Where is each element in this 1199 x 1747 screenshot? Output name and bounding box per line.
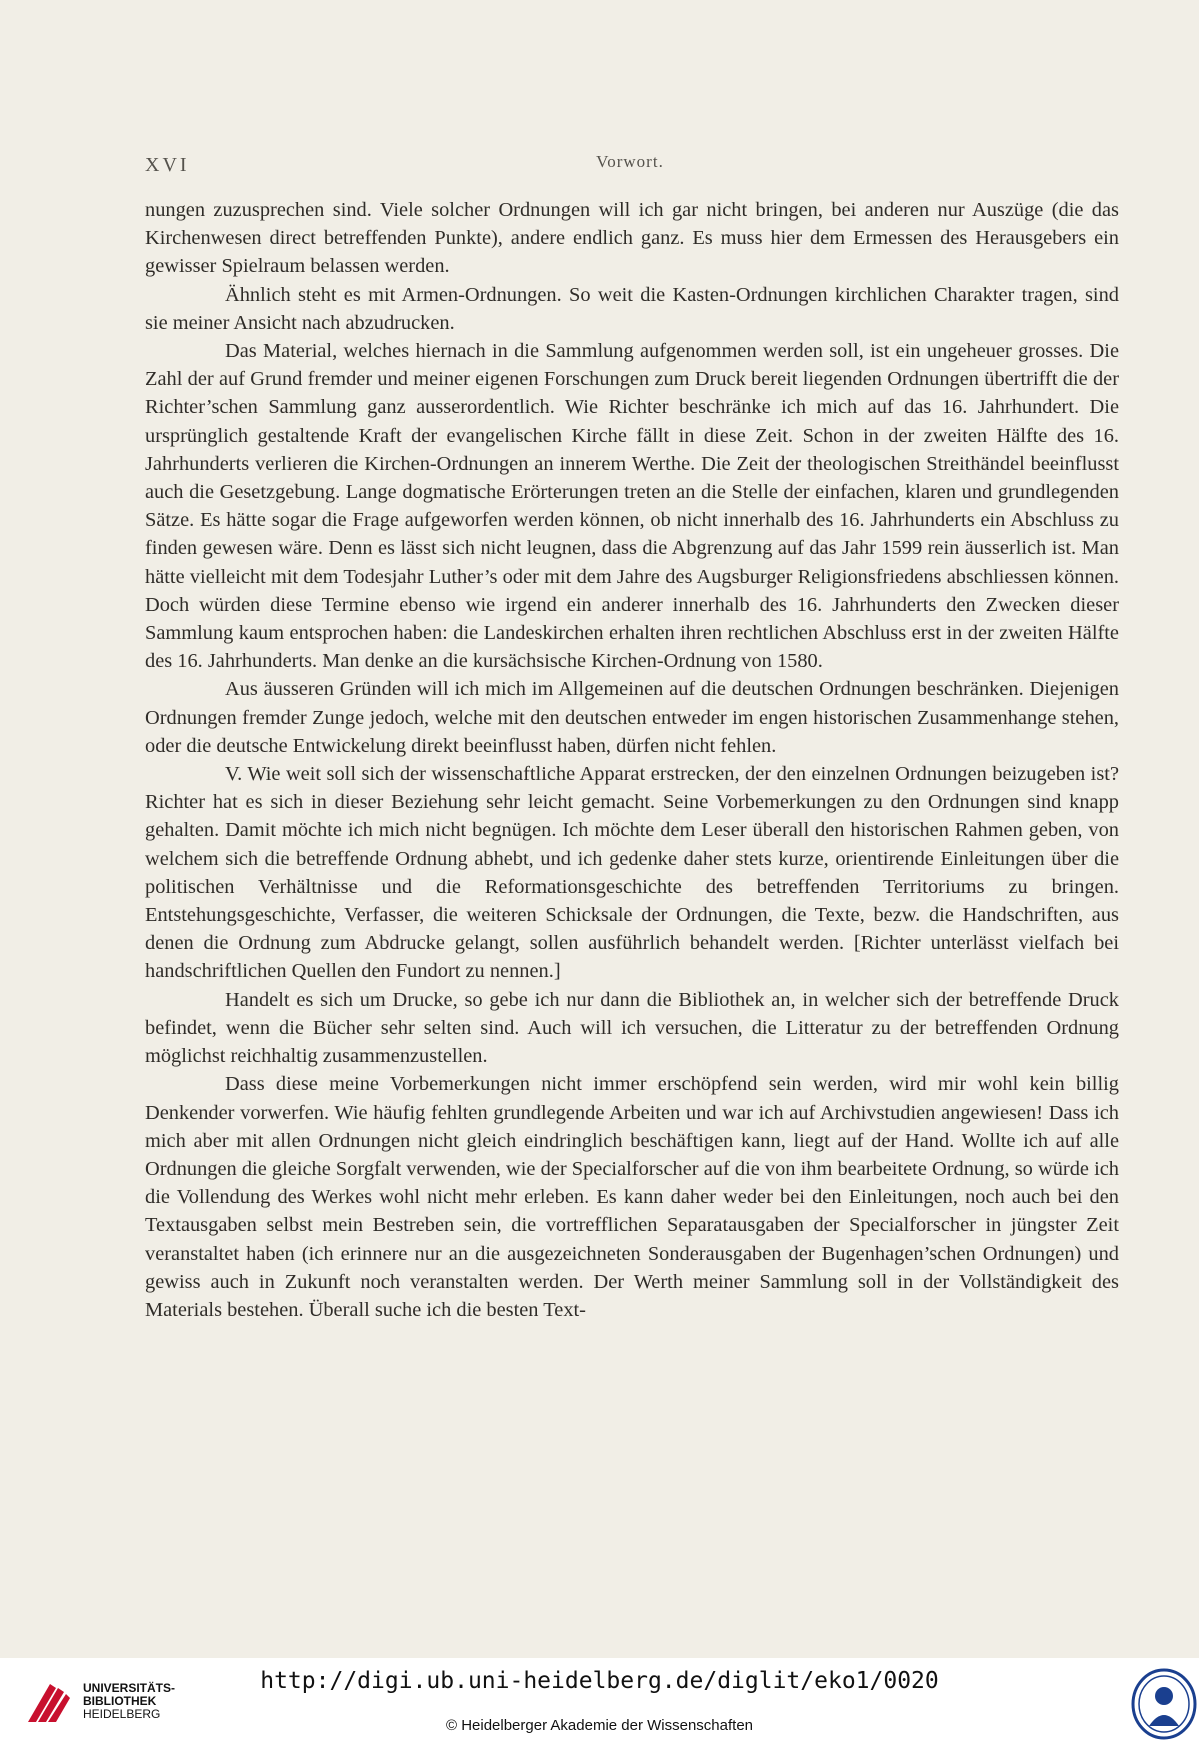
library-name-line: HEIDELBERG: [83, 1707, 161, 1721]
paragraph: Das Material, welches hiernach in die Sammlung aufgenommen werden soll, ist ein ungeheuer grosses. Die Zahl der auf Grund fremder und meiner eigenen Forschungen zum Druck bereit liegenden Ordnungen übertrifft die der Richter’schen Sammlung ganz ausserordentlich. Wie Richter beschränke ich mich auf das 16. Jahrhundert. Die ursprünglich gestaltende Kraft der evangelischen Kirche fällt in diese Zeit. Schon in der zweiten Hälfte des 16. Jahrhunderts verlieren die Kirchen-Ordnungen an innerem Werthe. Die Zeit der theologischen Streithändel beeinflusst auch die Gesetzgebung. Lange dogmatische Erörterungen treten an die Stelle der einfachen, klaren und grundlegenden Sätze. Es hätte sogar die Frage aufgeworfen werden können, ob nicht innerhalb des 16. Jahrhunderts ein Abschluss zu finden gewesen wäre. Denn es lässt sich nicht leugnen, dass die Abgrenzung auf das Jahr 1599 rein äusserlich ist. Man hätte vielleicht mit dem Todesjahr Luther’s oder mit dem Jahre des Augsburger Religionsfriedens abschliessen können. Doch würden diese Termine ebenso wie irgend ein anderer innerhalb des 16. Jahrhunderts den Zwecken dieser Sammlung kaum entsprochen haben: die Landeskirchen erhalten ihren rechtlichen Abschluss erst in der zweiten Hälfte des 16. Jahrhunderts. Man denke an die kursächsische Kirchen-Ordnung von 1580.: [145, 340, 1119, 673]
library-name-line: UNIVERSITÄTS-: [83, 1681, 176, 1695]
paragraph: Dass diese meine Vorbemerkungen nicht immer erschöpfend sein werden, wird mir wohl kein billig Denkender vorwerfen. Wie häufig fehlten grundlegende Arbeiten und war ich auf Archivstudien angewiesen! Dass ich mich aber mit allen Ordnungen nicht gleich eindringlich beschäftigen kann, liegt auf der Hand. Wollte ich auf alle Ordnungen die gleiche Sorgfalt verwenden, wie der Specialforscher auf die von ihm bearbeitete Ordnung, so würde ich die Vollendung des Werkes wohl nicht mehr erleben. Es kann daher weder bei den Einleitungen, noch auch bei den Textausgaben selbst mein Bestreben sein, die vortrefflichen Separatausgaben der Specialforscher in jüngster Zeit veranstaltet haben (ich erinnere nur an die ausgezeichneten Sonderausgaben der Bugenhagen’schen Ordnungen) und gewiss auch in Zukunft noch veranstalten werden. Der Werth meiner Sammlung soll in der Vollständigkeit des Materials bestehen. Überall suche ich die besten Text-: [145, 1073, 1119, 1321]
page-number: XVI: [145, 154, 190, 176]
paragraph: Ähnlich steht es mit Armen-Ordnungen. So weit die Kasten-Ordnungen kirchlichen Charakter tragen, sind sie meiner Ansicht nach abzudrucken.: [145, 283, 1119, 334]
paragraph: nungen zuzusprechen sind. Viele solcher Ordnungen will ich gar nicht bringen, bei anderen nur Auszüge (die das Kirchenwesen direct betreffenden Punkte), andere endlich ganz. Es muss hier dem Ermessen des Herausgebers ein gewisser Spielraum belassen werden.: [145, 199, 1119, 278]
paragraph: Aus äusseren Gründen will ich mich im Allgemeinen auf die deutschen Ordnungen beschränken. Diejenigen Ordnungen fremder Zunge jedoch, welche mit den deutschen entweder im engen historischen Zusammenhange stehen, oder die deutsche Entwickelung direkt beeinflusst haben, dürfen nicht fehlen.: [145, 678, 1119, 757]
running-title: Vorwort.: [596, 152, 664, 171]
library-name-line: BIBLIOTHEK: [83, 1694, 157, 1708]
permalink-url[interactable]: http://digi.ub.uni-heidelberg.de/diglit/eko1/0020: [260, 1668, 939, 1694]
academy-seal-icon: [1131, 1668, 1197, 1740]
paragraph: V. Wie weit soll sich der wissenschaftliche Apparat erstrecken, der den einzelnen Ordnungen beizugeben ist? Richter hat es sich in dieser Beziehung sehr leicht gemacht. Seine Vorbemerkungen zu den Ordnungen sind knapp gehalten. Damit möchte ich mich nicht begnügen. Ich möchte dem Leser überall den historischen Rahmen geben, von welchem sich die betreffende Ordnung abhebt, und ich gedenke daher stets kurze, orientirende Einleitungen über die politischen Verhältnisse und die Reformationsgeschichte des betreffenden Territoriums zu bringen. Entstehungsgeschichte, Verfasser, die weiteren Schicksale der Ordnungen, die Texte, bezw. die Handschriften, aus denen die Ordnung zum Abdrucke gelangt, sollen ausführlich behandelt werden. [Richter unterlässt vielfach bei handschriftlichen Quellen den Fundort zu nennen.]: [145, 763, 1119, 983]
page-header: [145, 148, 1115, 178]
copyright-notice: © Heidelberger Akademie der Wissenschaften: [445, 1717, 754, 1734]
paragraph: Handelt es sich um Drucke, so gebe ich nur dann die Bibliothek an, in welcher sich der betreffende Druck befindet, wenn die Bücher sehr selten sind. Auch will ich versuchen, die Litteratur zu der betreffenden Ordnung möglichst reichhaltig zusammenzustellen.: [145, 988, 1119, 1068]
body-text: [145, 196, 1119, 1324]
